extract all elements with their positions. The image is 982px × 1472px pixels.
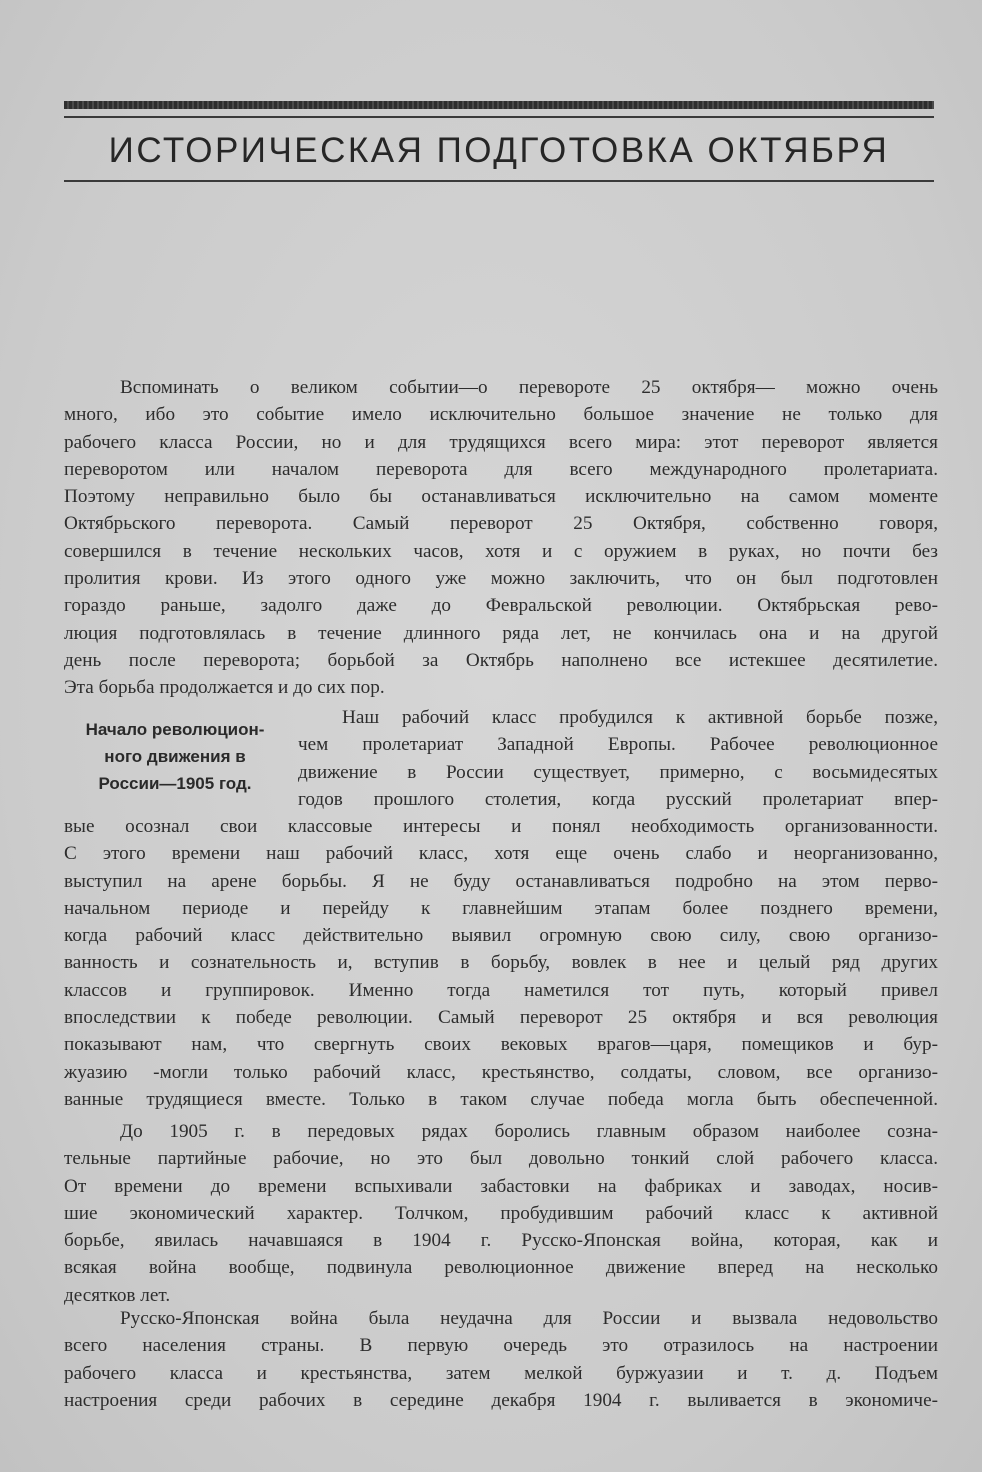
text-line: переворотом или началом переворота для всего международного пролетариата. [64,458,938,480]
text-line: борьбе, явилась начавшаяся в 1904 г. Русско-Японская война, которая, как и [64,1230,938,1252]
text-line: С этого времени наш рабочий класс, хотя еще очень слабо и неорганизованно, [64,843,938,865]
text-line: люция подготовлялась в течение длинного ряда лет, не кончилась она и на другой [64,622,938,644]
text-line: Русско-Японская война была неудачна для России и вызвала недовольство [120,1308,938,1329]
text-line: годов прошлого столетия, когда русский пролетариат впер- [298,788,938,810]
text-line: всякая война вообще, подвинула революционное движение вперед на несколько [64,1257,938,1279]
text-line: начальном периоде и перейду к главнейшим этапам более позднего времени, [64,897,938,919]
text-line: До 1905 г. в передовых рядах боролись главным образом наиболее созна- [120,1121,938,1142]
text-line: впоследствии к победе революции. Самый переворот 25 октября и вся революция [64,1007,938,1029]
text-line: рабочего класса и крестьянства, затем мелкой буржуазии и т. д. Подъем [64,1362,938,1384]
page-title: ИСТОРИЧЕСКАЯ ПОДГОТОВКА ОКТЯБРЯ [108,131,890,170]
text-line: настроения среди рабочих в середине декабря 1904 г. выливается в экономиче- [64,1389,938,1411]
side-heading-line: ного движения в [104,747,246,766]
text-line: От времени до времени вспыхивали забастовки на фабриках и заводах, носив- [64,1175,938,1197]
text-line: всего населения страны. В первую очередь это отразилось на настроении [64,1335,938,1357]
text-line: Вспоминать о великом событии—о перевороте 25 октября— можно очень [120,377,938,398]
text-line: движение в России существует, примерно, с восьмидесятых [298,761,938,783]
text-line: показывают нам, что свергнуть своих вековых врагов—царя, помещиков и бур- [64,1034,938,1056]
header-rule-thin [64,116,934,118]
text-line: ванные трудящиеся вместе. Только в таком случае победа могла быть обеспеченной. [64,1088,938,1110]
side-heading-line: России—1905 год. [98,774,252,793]
text-line: Эта борьба продолжается и до сих пор. [64,677,385,699]
text-line: когда рабочий класс действительно выявил огромную свою силу, свою организо- [64,925,938,947]
text-line: тельные партийные рабочие, но это был довольно тонкий слой рабочего класса. [64,1148,938,1170]
paragraph-1 [64,374,938,702]
text-line: десятков лет. [64,1284,171,1306]
text-line: шие экономический характер. Толчком, пробудившим рабочий класс к активной [64,1202,938,1224]
title-underline-rule [64,180,934,182]
header-rule-thick [64,101,934,109]
paragraph-3 [64,1118,938,1309]
text-line: совершился в течение нескольких часов, хотя и с оружием в руках, но почти без [64,540,938,562]
text-line: жуазию -могли только рабочий класс, крестьянство, солдаты, словом, все организо- [64,1061,938,1083]
text-line: рабочего класса России, но и для трудящихся всего мира: этот переворот является [64,431,938,453]
text-line: Октябрьского переворота. Самый переворот 25 Октября, собственно говоря, [64,513,938,535]
text-line: чем пролетариат Западной Европы. Рабочее революционное [298,734,938,756]
side-heading [62,716,288,797]
text-line: много, ибо это событие имело исключительно большое значение не только для [64,404,938,426]
text-line: классов и группировок. Именно тогда наметился тот путь, который привел [64,979,938,1001]
text-line: пролития крови. Из этого одного уже можно заключить, что он был подготовлен [64,568,938,590]
text-line: Поэтому неправильно было бы останавливаться исключительно на самом моменте [64,486,938,508]
text-line: день после переворота; борьбой за Октябрь наполнено все истекшее десятилетие. [64,649,938,671]
paragraph-2-beside-heading [298,704,938,813]
text-line: вые осознал свои классовые интересы и понял необходимость организованности. [64,816,938,837]
paragraph-2-continued [64,813,938,1113]
text-line: выступил на арене борьбы. Я не буду останавливаться подробно на этом перво- [64,870,938,892]
paragraph-4 [64,1305,938,1414]
text-line: гораздо раньше, задолго даже до Февральской революции. Октябрьская рево- [64,595,938,617]
text-line: Наш рабочий класс пробудился к активной борьбе позже, [342,707,938,728]
side-heading-line: Начало революцион- [85,720,265,739]
text-line: ванность и сознательность и, вступив в борьбу, вовлек в нее и целый ряд других [64,952,938,974]
